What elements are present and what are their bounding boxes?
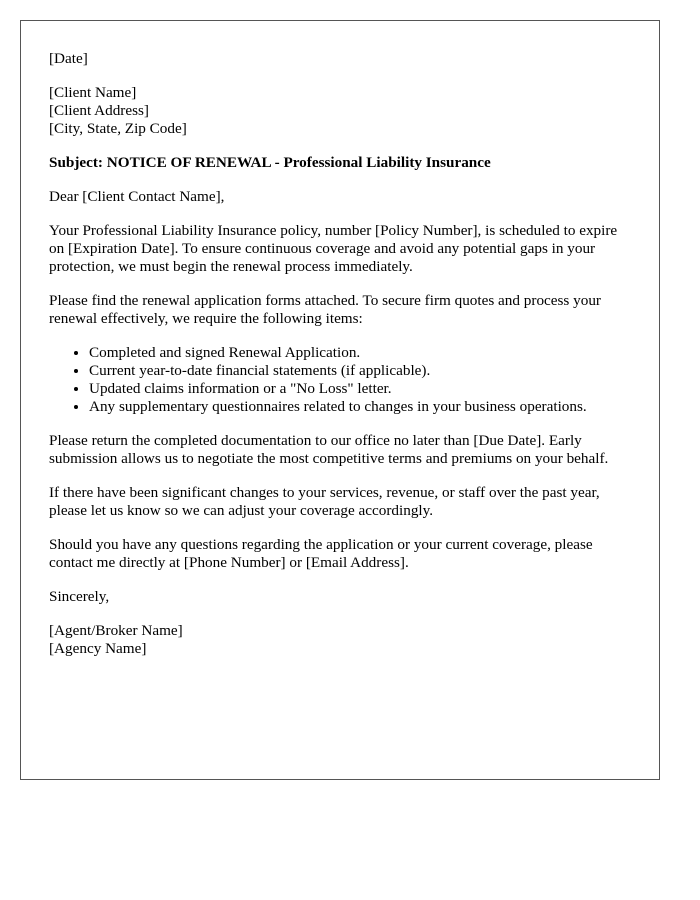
forms-paragraph: Please find the renewal application forms attached. To secure firm quotes and process your renewal effectively, we require the following items:: [49, 292, 601, 327]
agent-name: [Agent/Broker Name]: [49, 622, 183, 639]
salutation: Dear [Client Contact Name],: [49, 188, 225, 205]
signature-block: [49, 622, 631, 658]
list-item: • Updated claims information or a "No Loss" letter.: [89, 380, 631, 398]
agency-name: [Agency Name]: [49, 640, 147, 657]
closing: Sincerely,: [49, 588, 110, 605]
questions-paragraph: Should you have any questions regarding the application or your current coverage, please contact me directly at [Phone Number] or [Email Address].: [49, 536, 593, 571]
list-item: • Current year-to-date financial statements (if applicable).: [89, 362, 631, 380]
list-item: • Completed and signed Renewal Application.: [89, 344, 631, 362]
intro-paragraph: Your Professional Liability Insurance policy, number [Policy Number], is scheduled to expire on [Expiration Date]. To ensure continuous coverage and avoid any potential gaps in your protection, we must begin the renewal process immediately.: [49, 222, 618, 275]
return-paragraph: Please return the completed documentation to our office no later than [Due Date]. Early submission allows us to negotiate the most competitive terms and premiums on your behalf.: [49, 432, 609, 467]
letter-date: [Date]: [49, 50, 88, 67]
client-city-state-zip: [City, State, Zip Code]: [49, 120, 187, 137]
list-item: • Any supplementary questionnaires related to changes in your business operations.: [89, 398, 631, 416]
subject-line: Subject: NOTICE OF RENEWAL - Professional Liability Insurance: [49, 154, 491, 171]
required-items-list: [49, 344, 631, 416]
client-name: [Client Name]: [49, 84, 137, 101]
client-address: [Client Address]: [49, 102, 149, 119]
recipient-address-block: [49, 84, 631, 138]
changes-paragraph: If there have been significant changes to your services, revenue, or staff over the past year, please let us know so we can adjust your coverage accordingly.: [49, 484, 600, 519]
letter-page: [20, 20, 660, 780]
